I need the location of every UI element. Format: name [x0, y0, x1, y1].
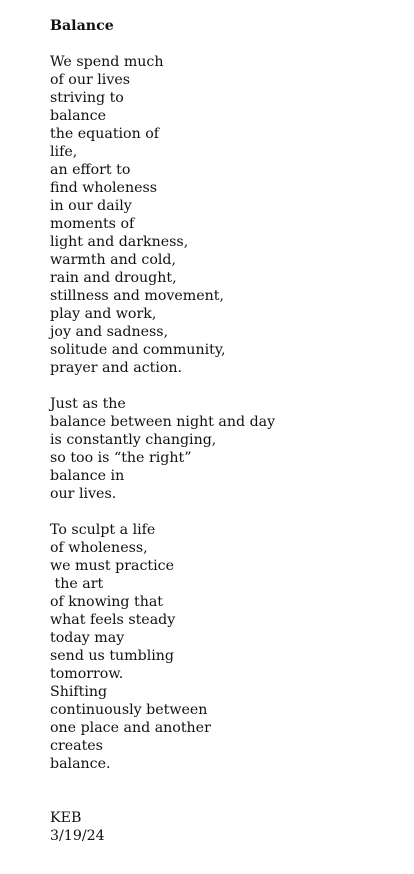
signature-gap	[50, 773, 400, 809]
poem-line: creates	[50, 738, 103, 754]
stanza-2	[50, 395, 400, 503]
poem-line: rain and drought,	[50, 270, 177, 286]
poem-line: striving to	[50, 90, 124, 106]
poem-line: we must practice	[50, 558, 174, 574]
poem-line: one place and another	[50, 720, 211, 736]
poem-line: balance in	[50, 468, 125, 484]
poem-line: moments of	[50, 216, 135, 232]
signature-block	[50, 809, 400, 845]
poem-line: We spend much	[50, 54, 164, 70]
poem-line: Just as the	[50, 396, 126, 412]
poem-title: Balance	[50, 18, 114, 34]
stanza-gap	[50, 377, 400, 395]
stanza-3	[50, 521, 400, 773]
poem-line: today may	[50, 630, 125, 646]
poem-line: find wholeness	[50, 180, 158, 196]
poem-line: balance	[50, 108, 107, 124]
poem-line: of our lives	[50, 72, 131, 88]
poem-line: of wholeness,	[50, 540, 148, 556]
poem-line: warmth and cold,	[50, 252, 176, 268]
poem-line: the art	[50, 576, 104, 592]
stanza-gap	[50, 35, 400, 53]
poem-line: light and darkness,	[50, 234, 189, 250]
poem-line: so too is “the right”	[50, 450, 192, 466]
author-initials: KEB	[50, 810, 82, 826]
poem-line: life,	[50, 144, 78, 160]
poem-line: solitude and community,	[50, 342, 226, 358]
poem-date: 3/19/24	[50, 828, 105, 844]
poem-line: joy and sadness,	[50, 324, 169, 340]
poem-line: To sculpt a life	[50, 522, 156, 538]
poem-line: play and work,	[50, 306, 157, 322]
poem-line: tomorrow.	[50, 666, 124, 682]
poem-line: prayer and action.	[50, 360, 183, 376]
stanza-1	[50, 53, 400, 377]
poem-line: our lives.	[50, 486, 117, 502]
poem-line: balance between night and day	[50, 414, 276, 430]
poem-line: the equation of	[50, 126, 160, 142]
stanza-gap	[50, 503, 400, 521]
poem-line: in our daily	[50, 198, 132, 214]
poem-line: what feels steady	[50, 612, 176, 628]
poem-line: balance.	[50, 756, 111, 772]
poem-document	[50, 17, 400, 845]
poem-line: Shifting	[50, 684, 108, 700]
poem-line: of knowing that	[50, 594, 163, 610]
poem-line: an effort to	[50, 162, 131, 178]
poem-line: stillness and movement,	[50, 288, 224, 304]
poem-line: is constantly changing,	[50, 432, 217, 448]
poem-line: send us tumbling	[50, 648, 175, 664]
poem-line: continuously between	[50, 702, 208, 718]
